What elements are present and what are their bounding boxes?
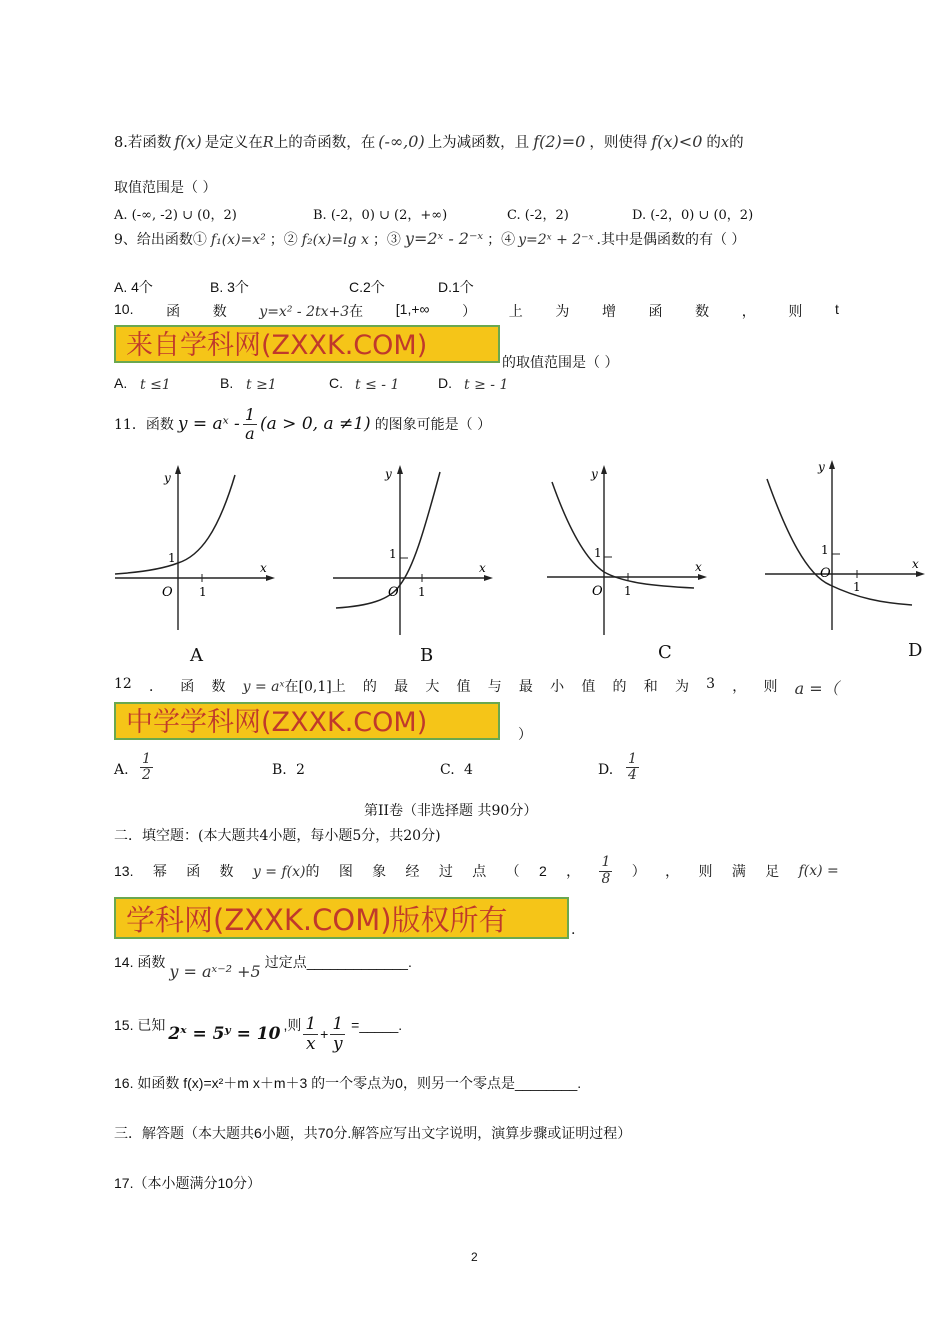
graph-c-y-label: y: [591, 467, 598, 481]
q11-line: 11．函数 y = aˣ - $\frac{1}{a}$ (a > 0, a ≠1) 的图象可能是（ ）: [114, 404, 492, 443]
q10-line1: 10. 函 数 y=x² - 2tx+3在 [1,+∞ ） 上 为 增 函 数 ， 则 t: [114, 301, 839, 320]
graph-b-origin: O: [388, 585, 399, 600]
graph-d-one-x: 1: [853, 580, 861, 594]
watermark-banner: 来自学科网(ZXXK.COM): [114, 325, 500, 363]
part3-header: 三．解答题（本大题共6小题，共70分.解答应写出文字说明，演算步骤或证明过程）: [114, 1125, 632, 1141]
graph-c-one-x: 1: [624, 584, 632, 598]
graph-b-x-label: x: [479, 561, 486, 575]
graph-c-x-label: x: [695, 560, 702, 574]
graph-a: [110, 460, 280, 640]
page-number: 2: [471, 1250, 478, 1264]
graph-c-origin: O: [592, 584, 603, 599]
q14-line: 14. 函数 y = aˣ⁻² +5 过定点_____________.: [114, 954, 412, 981]
q8-line1: 8.若函数 f(x) 是定义在R上的奇函数，在 (-∞,0) 上为减函数，且 f(2)=0 ，则使得 f(x)<0 的x的: [114, 132, 744, 151]
fill-header: 二．填空题：(本大题共4小题，每小题5分，共20分): [114, 828, 441, 844]
q9-line: 9、给出函数① f₁(x)=x² ；② f₂(x)=lg x ；③ y=2ˣ - 2⁻ˣ ；④ y=2ˣ + 2⁻ˣ .其中是偶函数的有（ ）: [114, 229, 746, 248]
graph-d-one-y: 1: [821, 543, 829, 557]
q12-close: ）: [518, 727, 532, 743]
graph-d: [762, 455, 937, 635]
q8-math: f(x): [174, 132, 202, 151]
q8-option-a: A. (-∞, -2) ∪ (0，2): [114, 208, 237, 223]
graph-c-label: C: [658, 642, 672, 663]
q13-end: .: [571, 922, 576, 938]
q12-options: A. $\frac{1}{2}$ B. 2 C. 4 D. $\frac{1}{4}$: [114, 751, 637, 784]
q8-text: 8.若函数: [114, 135, 172, 151]
q9-option-d: D.1个: [438, 279, 474, 295]
graph-b: [328, 460, 498, 640]
graph-d-y-label: y: [818, 460, 825, 474]
watermark-banner: 中学学科网(ZXXK.COM): [114, 702, 500, 740]
q12-option-a-fraction: $\frac{1}{2}$: [142, 751, 151, 784]
q16-line: 16. 如函数 f(x)=x²＋m x＋m＋3 的一个零点为0，则另一个零点是________.: [114, 1075, 582, 1091]
graph-d-x-label: x: [912, 557, 919, 571]
graph-a-x-label: x: [260, 561, 267, 575]
q9-option-c: C.2个: [349, 279, 385, 295]
q9-option-a: A. 4个: [114, 279, 153, 295]
graph-c-one-y: 1: [594, 546, 602, 560]
graph-b-y-label: y: [385, 467, 392, 481]
q13-fraction: $\frac{1}{8}$: [601, 854, 611, 887]
graph-a-one-x: 1: [199, 585, 207, 599]
graph-b-one-x: 1: [418, 585, 426, 599]
graph-b-label: B: [420, 645, 434, 666]
graph-a-one-y: 1: [168, 551, 176, 565]
q10-options: A. t ≤1 B. t ≥1 C. t ≤ - 1 D. t ≥ - 1: [114, 375, 509, 393]
q12-option-d-fraction: $\frac{1}{4}$: [628, 751, 637, 784]
graph-a-label: A: [190, 645, 203, 666]
q11-fraction: $\frac{1}{a}$: [244, 404, 255, 443]
graph-d-label: D: [908, 640, 923, 661]
q12-line: 12 ． 函 数 y = aˣ在[0,1]上 的 最 大 值 与 最 小 值 的 和 为 3 ， 则 a =（: [114, 676, 839, 698]
graph-c: [544, 460, 714, 640]
q13-line: 13. 幂 函 数 y = f(x)的 图 象 经 过 点 （ 2 ， $\frac{1}{8}$ ） ， 则 满 足 f(x) =: [114, 854, 839, 887]
watermark-banner: 学科网(ZXXK.COM)版权所有: [114, 897, 569, 939]
q8-option-d: D. (-2，0) ∪ (0，2): [632, 208, 754, 223]
graph-a-origin: O: [162, 585, 173, 600]
q17-line: 17.（本小题满分10分）: [114, 1175, 262, 1191]
q9-option-b: B. 3个: [210, 279, 249, 295]
q8-line2: 取值范围是（ ）: [114, 180, 217, 196]
q15-fraction-y: $\frac{1}{y}$: [332, 1013, 344, 1054]
q10-after: 的取值范围是（ ）: [502, 355, 619, 371]
q8-option-c: C. (-2，2): [507, 208, 569, 223]
graph-a-y-label: y: [164, 471, 171, 485]
q15-fraction-x: $\frac{1}{x}$: [305, 1013, 317, 1054]
part2-title: 第II卷（非选择题 共90分）: [364, 803, 538, 819]
q15-line: 15. 已知 2ˣ = 5ʸ = 10 ,则 $\frac{1}{x}$ + $\frac{1}{y}$ =_____.: [114, 1013, 403, 1054]
graph-b-one-y: 1: [389, 547, 397, 561]
graph-d-origin: O: [820, 566, 831, 581]
q8-option-b: B. (-2，0) ∪ (2，+∞): [313, 208, 448, 223]
